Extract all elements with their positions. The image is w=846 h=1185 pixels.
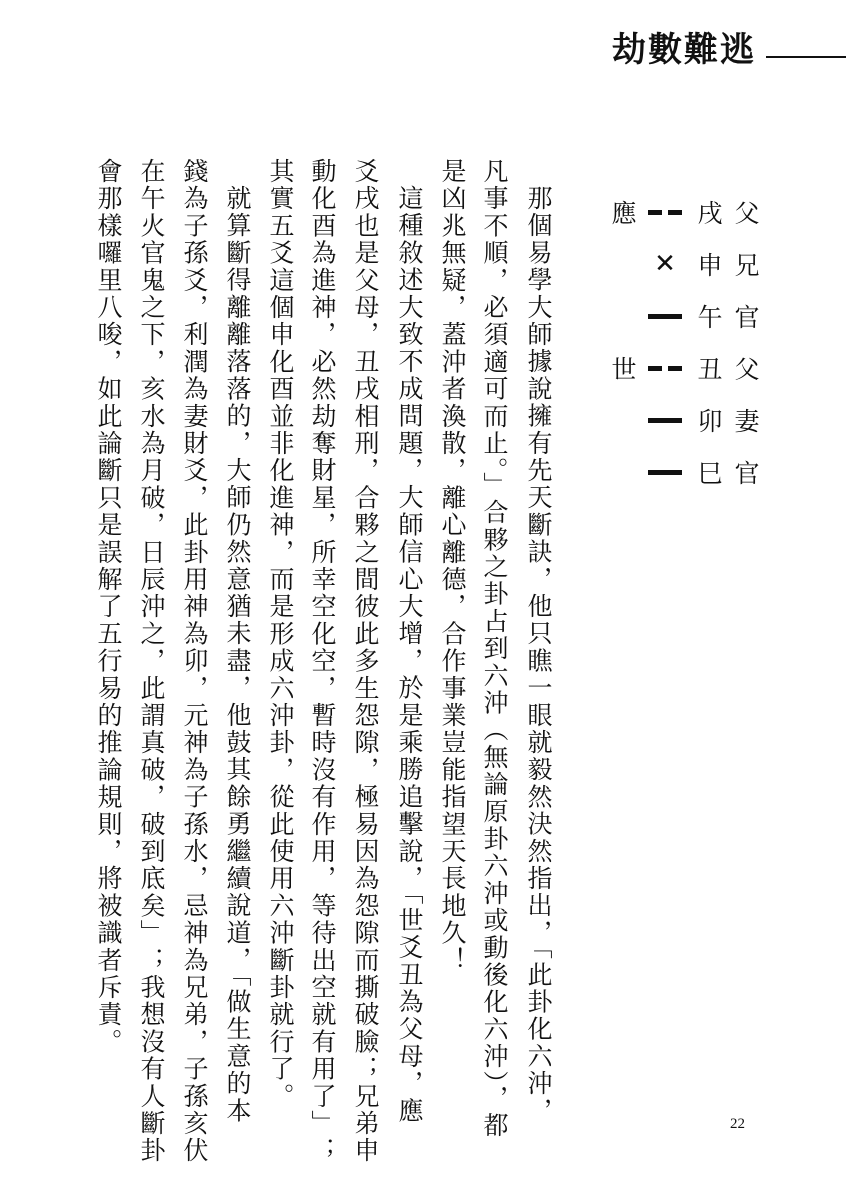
world-response-column <box>604 186 644 394</box>
relation-4: 父 <box>734 355 760 384</box>
text-column-2: 凡事不順，必須適可而止。」合夥之卦占到六沖（無論原卦六沖或動後化六沖），都 <box>480 158 509 1140</box>
text-column-10: 在午火官鬼之下，亥水為月破，日辰沖之，此謂真破，破到底矣」；我想沒有人斷卦 <box>137 158 166 1165</box>
yin-line-icon <box>648 366 682 371</box>
yang-line-icon <box>648 314 682 319</box>
branch-5: 卯 <box>697 407 723 436</box>
branch-3: 午 <box>697 303 723 332</box>
yao-line-2 <box>645 238 685 290</box>
text-column-11: 會那樣囉里八唆，如此論斷只是誤解了五行易的推論規則，將被識者斥責。 <box>94 158 123 1056</box>
text-column-9: 錢為子孫爻，利潤為妻財爻，此卦用神為卯，元神為子孫水，忌神為兄弟，子孫亥伏 <box>180 158 209 1165</box>
header-divider <box>766 56 846 58</box>
moving-yin-cross-icon: ✕ <box>654 249 676 279</box>
text-column-8: 就算斷得離離落落的，大師仍然意猶未盡，他鼓其餘勇繼續說道，「做生意的本 <box>223 185 252 1125</box>
book-title: 劫數難逃 <box>612 30 756 70</box>
six-relations-column <box>727 186 767 498</box>
text-column-7: 其實五爻這個申化酉並非化進神，而是形成六沖卦，從此使用六沖斷卦就行了。 <box>266 158 295 1110</box>
relation-6: 官 <box>734 459 760 488</box>
yin-line-icon <box>648 210 682 215</box>
yao-line-6 <box>645 446 685 498</box>
world-marker: 世 <box>611 355 637 384</box>
relation-5: 妻 <box>734 407 760 436</box>
yang-line-icon <box>648 418 682 423</box>
yao-line-1 <box>645 186 685 238</box>
yao-lines-column <box>645 186 685 498</box>
branch-6: 巳 <box>697 459 723 488</box>
yao-line-5 <box>645 394 685 446</box>
text-column-3: 是凶兆無疑，蓋沖者渙散，離心離德，合作事業豈能指望天長地久！ <box>438 158 467 974</box>
relation-2: 兄 <box>734 251 760 280</box>
text-column-6: 動化酉為進神，必然劫奪財星，所幸空化空，暫時沒有作用，等待出空就有用了」； <box>308 158 337 1165</box>
response-marker: 應 <box>611 199 637 228</box>
branch-4: 丑 <box>697 355 723 384</box>
relation-1: 父 <box>734 199 760 228</box>
relation-3: 官 <box>734 303 760 332</box>
branch-2: 申 <box>697 251 723 280</box>
text-column-1: 那個易學大師據說擁有先天斷訣，他只瞧一眼就毅然決然指出，「此卦化六沖， <box>524 185 553 1125</box>
text-column-5: 爻戌也是父母，丑戌相刑，合夥之間彼此多生怨隙，極易因為怨隙而撕破臉；兄弟申 <box>351 158 380 1165</box>
branch-1: 戌 <box>697 199 723 228</box>
earthly-branches-column <box>690 186 730 498</box>
text-column-4: 這種敘述大致不成問題，大師信心大增，於是乘勝追擊說，「世爻丑為父母，應 <box>395 185 424 1125</box>
yang-line-icon <box>648 470 682 475</box>
yao-line-4 <box>645 342 685 394</box>
page-number: 22 <box>730 1116 745 1132</box>
yao-line-3 <box>645 290 685 342</box>
